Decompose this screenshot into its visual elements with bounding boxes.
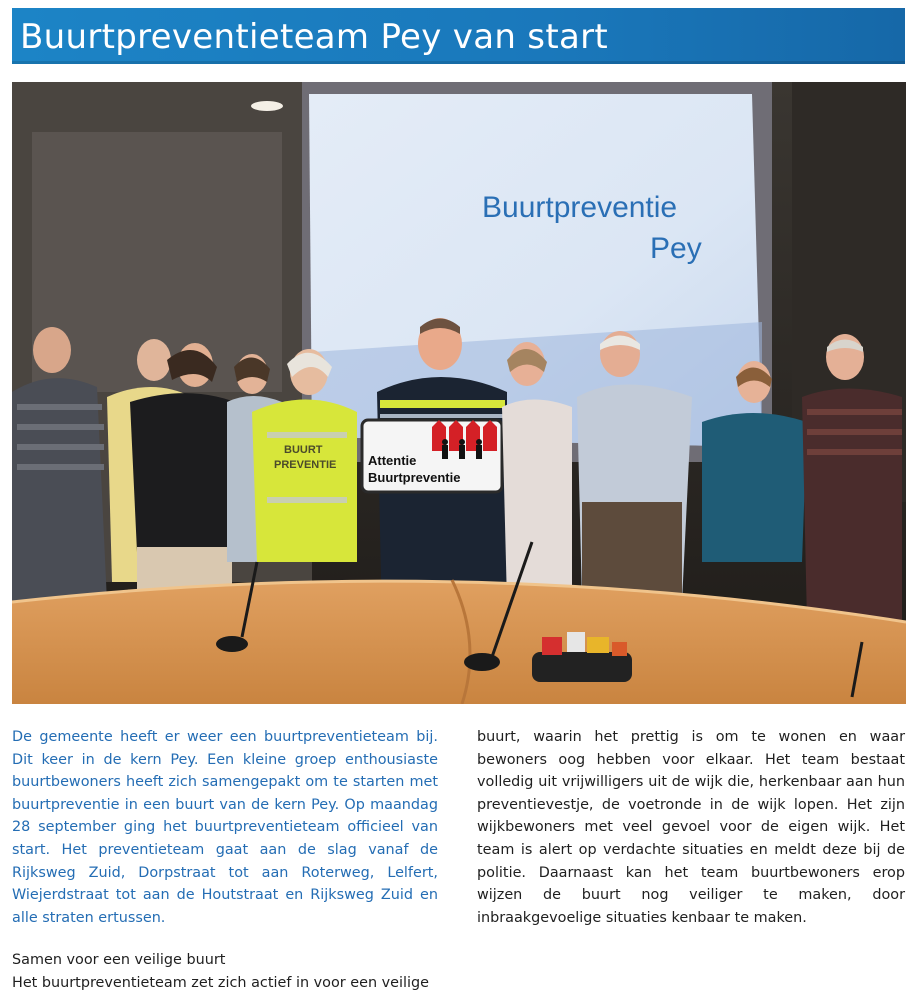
article-body-left: Het buurtpreventieteam zet zich actief in voor een veilige: [12, 974, 430, 991]
article-body-right: buurt, waarin het prettig is om te wonen en waar bewoners oog hebben voor elkaar. Het team bestaat volledig uit vrijwilligers uit de wijk die, herkenbaar aan hun preventievestje, de voetronde in de wijk lopen. Het zijn wijkbewoners met veel gevoel voor de eigen wijk. Het team is alert op verdachte situaties en meldt deze bij de politie. Daarnaast kan het team buurtbewoners erop wijzen de buurt nog veiliger te maken, door inbraakgevoelige situaties kenbaar te maken.: [477, 729, 905, 926]
screen-text-line2: Pey: [650, 232, 702, 265]
article-column-right: [477, 726, 905, 929]
vest-text-line2: PREVENTIE: [274, 459, 337, 471]
group-photo: [12, 82, 906, 704]
page-title: Buurtpreventieteam Pey van start: [20, 17, 608, 57]
screen-text-line1: Buurtpreventie: [482, 191, 678, 224]
article-intro: De gemeente heeft er weer een buurtpreventieteam bij. Dit keer in de kern Pey. Een kleine groep enthousiaste buurtbewoners heeft zich samengepakt om te starten met buurtpreventie in een buurt van de kern Pey. Op maandag 28 september ging het buurtpreventieteam officieel van start. Het preventieteam gaat aan de slag vanaf de Rijksweg Zuid, Dorpstraat tot aan Roterweg, Lelfert, Wiejerdstraat tot aan de Houtstraat en Rijksweg Zuid en alle straten ertussen.: [12, 729, 438, 926]
vest-text-line1: BUURT: [284, 444, 323, 456]
sign-text-line1: Attentie: [368, 453, 417, 468]
sign-text-line2: Buurtpreventie: [368, 470, 461, 485]
article-subheading: Samen voor een veilige buurt: [12, 952, 226, 969]
title-bar: [12, 8, 905, 64]
group-photo-illustration: [12, 82, 906, 704]
article-column-left: [12, 726, 438, 995]
